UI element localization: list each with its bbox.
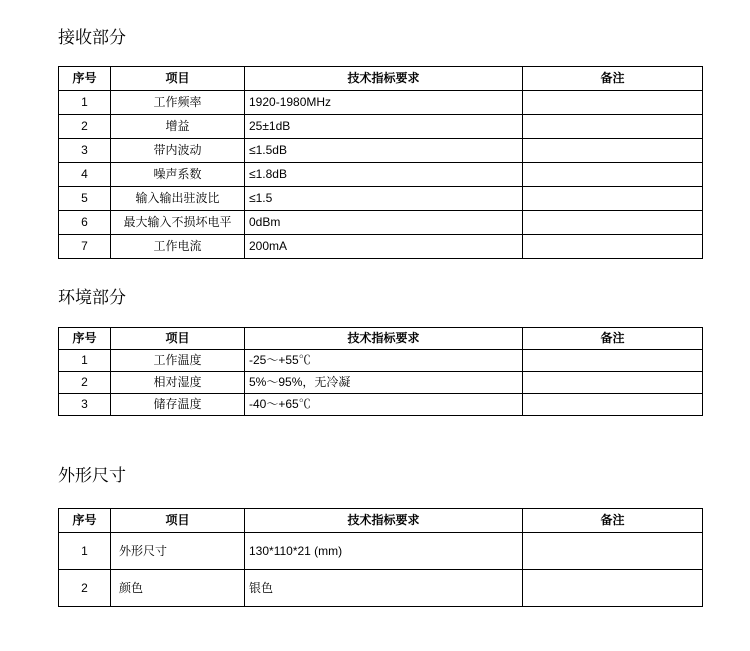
cell-note bbox=[523, 235, 703, 259]
cell-no: 4 bbox=[59, 163, 111, 187]
section-title-environment: 环境部分 bbox=[58, 288, 126, 307]
table-row bbox=[59, 533, 703, 570]
table-row bbox=[59, 211, 703, 235]
cell-note bbox=[523, 350, 703, 372]
column-header-spec: 技术指标要求 bbox=[245, 328, 523, 350]
cell-no: 2 bbox=[59, 570, 111, 607]
cell-item: 外形尺寸 bbox=[111, 533, 245, 570]
cell-no: 2 bbox=[59, 115, 111, 139]
table-row bbox=[59, 570, 703, 607]
cell-no: 7 bbox=[59, 235, 111, 259]
cell-spec: -25～+55℃ bbox=[245, 350, 523, 372]
table-header-row bbox=[59, 328, 703, 350]
cell-note bbox=[523, 163, 703, 187]
table-row bbox=[59, 115, 703, 139]
cell-spec: 银色 bbox=[245, 570, 523, 607]
column-header-item: 项目 bbox=[111, 67, 245, 91]
table-header-row bbox=[59, 509, 703, 533]
column-header-item: 项目 bbox=[111, 509, 245, 533]
table-row bbox=[59, 350, 703, 372]
spec-table-environment bbox=[58, 327, 703, 416]
column-header-spec: 技术指标要求 bbox=[245, 67, 523, 91]
cell-item: 增益 bbox=[111, 115, 245, 139]
section-title-receive: 接收部分 bbox=[58, 28, 126, 47]
cell-note bbox=[523, 372, 703, 394]
cell-spec: 25±1dB bbox=[245, 115, 523, 139]
cell-note bbox=[523, 115, 703, 139]
cell-item: 相对湿度 bbox=[111, 372, 245, 394]
cell-item: 输入输出驻波比 bbox=[111, 187, 245, 211]
cell-item: 颜色 bbox=[111, 570, 245, 607]
cell-no: 3 bbox=[59, 139, 111, 163]
spec-table-receive bbox=[58, 66, 703, 259]
cell-no: 2 bbox=[59, 372, 111, 394]
cell-spec: 200mA bbox=[245, 235, 523, 259]
table-row bbox=[59, 139, 703, 163]
cell-item: 工作温度 bbox=[111, 350, 245, 372]
cell-note bbox=[523, 139, 703, 163]
cell-item: 噪声系数 bbox=[111, 163, 245, 187]
cell-no: 5 bbox=[59, 187, 111, 211]
column-header-no: 序号 bbox=[59, 328, 111, 350]
column-header-no: 序号 bbox=[59, 67, 111, 91]
cell-no: 1 bbox=[59, 91, 111, 115]
cell-spec: ≤1.5 bbox=[245, 187, 523, 211]
cell-no: 1 bbox=[59, 533, 111, 570]
cell-spec: -40～+65℃ bbox=[245, 394, 523, 416]
column-header-note: 备注 bbox=[523, 509, 703, 533]
column-header-spec: 技术指标要求 bbox=[245, 509, 523, 533]
cell-spec: ≤1.5dB bbox=[245, 139, 523, 163]
cell-spec: ≤1.8dB bbox=[245, 163, 523, 187]
cell-spec: 5%～95%，无冷凝 bbox=[245, 372, 523, 394]
cell-note bbox=[523, 91, 703, 115]
table-row bbox=[59, 91, 703, 115]
cell-no: 3 bbox=[59, 394, 111, 416]
column-header-no: 序号 bbox=[59, 509, 111, 533]
cell-item: 工作频率 bbox=[111, 91, 245, 115]
section-title-dimension: 外形尺寸 bbox=[58, 466, 126, 485]
cell-item: 储存温度 bbox=[111, 394, 245, 416]
cell-note bbox=[523, 211, 703, 235]
column-header-note: 备注 bbox=[523, 328, 703, 350]
cell-note bbox=[523, 570, 703, 607]
cell-item: 带内波动 bbox=[111, 139, 245, 163]
cell-note bbox=[523, 533, 703, 570]
cell-no: 1 bbox=[59, 350, 111, 372]
cell-item: 工作电流 bbox=[111, 235, 245, 259]
table-row bbox=[59, 372, 703, 394]
cell-spec: 1920-1980MHz bbox=[245, 91, 523, 115]
column-header-item: 项目 bbox=[111, 328, 245, 350]
table-row bbox=[59, 187, 703, 211]
cell-spec: 0dBm bbox=[245, 211, 523, 235]
table-header-row bbox=[59, 67, 703, 91]
table-row bbox=[59, 163, 703, 187]
cell-spec: 130*110*21 (mm) bbox=[245, 533, 523, 570]
column-header-note: 备注 bbox=[523, 67, 703, 91]
table-row bbox=[59, 235, 703, 259]
cell-note bbox=[523, 394, 703, 416]
table-row bbox=[59, 394, 703, 416]
cell-note bbox=[523, 187, 703, 211]
cell-no: 6 bbox=[59, 211, 111, 235]
cell-item: 最大输入不损坏电平 bbox=[111, 211, 245, 235]
spec-table-dimension bbox=[58, 508, 703, 607]
